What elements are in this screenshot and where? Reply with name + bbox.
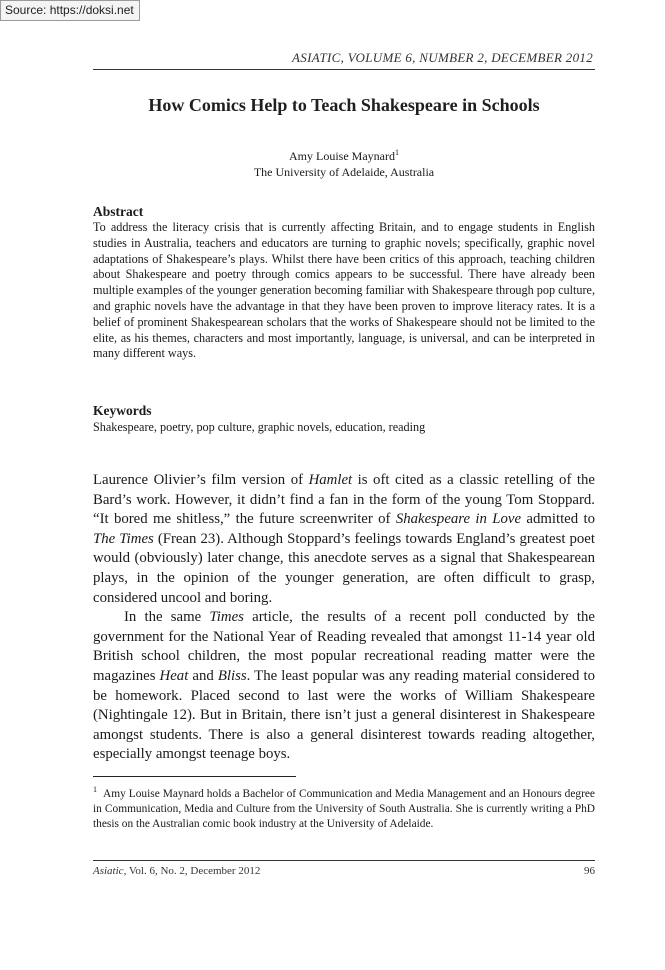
author-affiliation: The University of Adelaide, Australia — [253, 165, 435, 179]
text-run: In the same — [124, 609, 210, 626]
italic-title: Times — [209, 609, 244, 626]
italic-title: Bliss — [217, 667, 247, 684]
text-run: . The least popular was any reading material considered to be homework. Placed second to last were the works of William Shakespeare (Nightingale 12). But in Britain, there isn’t just a general disinterest in Shakespeare amongst students. There is also a general disinterest towards reading altogether, especially amongst teenage boys. — [93, 667, 595, 763]
header-rule — [93, 69, 595, 70]
source-banner: Source: https://doksi.net — [0, 0, 140, 21]
text-run: and — [188, 667, 218, 684]
footer-rule — [93, 860, 595, 861]
text-run: admitted to — [521, 511, 596, 528]
text-run: article, the results of a recent poll conducted by the government for the National Year of Reading revealed that amongst 11-14 year old British school children, the most popular recreational reading matter were the magazines — [93, 609, 595, 684]
author-footnote-mark: 1 — [394, 148, 399, 157]
italic-title: The Times — [93, 530, 154, 547]
footnote-rule — [93, 776, 296, 777]
text-run: is oft cited as a classic retelling of the Bard’s work. However, it didn’t find a fan in the form of the young Tom Stoppard. “It bored me shitless,” the future screenwriter of — [93, 472, 595, 528]
text-run: Laurence Olivier’s film version of — [93, 472, 309, 488]
footer-citation — [93, 865, 260, 877]
body-text — [93, 471, 595, 765]
italic-title: Hamlet — [308, 472, 353, 488]
page-footer — [93, 865, 595, 877]
text-run: (Frean 23). Although Stoppard’s feelings towards England’s greatest poet would (obviously) later change, this anecdote serves as a signal that Shakespearean plays, in the opinion of the younger generation, are often difficult to grasp, considered uncool and boring. — [93, 530, 595, 606]
page-number: 96 — [584, 865, 595, 877]
author-line — [93, 145, 595, 164]
keywords-text: Shakespeare, poetry, pop culture, graphic novels, education, reading — [93, 420, 426, 434]
footnote-text: Amy Louise Maynard holds a Bachelor of Communication and Media Management and an Honours degree in Communication, Media and Culture from the University of South Australia. She is currently writing a PhD thesis on the Australian comic book industry at the University of Adelaide. — [93, 787, 595, 830]
running-head: ASIATIC, VOLUME 6, NUMBER 2, DECEMBER 2012 — [292, 50, 593, 65]
abstract-heading: Abstract — [93, 204, 144, 219]
abstract-section — [93, 204, 595, 362]
italic-title: Shakespeare in Love — [395, 511, 522, 528]
italic-title: Heat — [159, 667, 189, 684]
footnote — [93, 782, 595, 832]
author-block — [93, 145, 595, 180]
footer-details: , Vol. 6, No. 2, December 2012 — [123, 865, 261, 877]
footer-journal: Asiatic — [93, 865, 124, 877]
paper-title: How Comics Help to Teach Shakespeare in Schools — [148, 95, 540, 115]
keywords-heading: Keywords — [93, 403, 152, 418]
body-paragraph-1 — [93, 471, 595, 608]
author-name: Amy Louise Maynard — [289, 149, 395, 163]
abstract-text: To address the literacy crisis that is currently affecting Britain, and to engage students in English studies in Australia, teachers and educators are turning to graphic novels; specifically, graphic novel adaptations of Shakespeare’s plays. Whilst there have been critics of this approach, teaching children about Shakespeare and poetry through comics appears to be successful. There have already been multiple examples of the younger generation becoming familiar with Shakespeare through pop culture, and graphic novels have the advantage in that they have been proven to improve literacy rates. It is a belief of prominent Shakespearean scholars that the works of Shakespeare should not be limited to the elite, as his themes, characters and most importantly, language, is universal, and can be interpreted in many different ways. — [93, 220, 595, 361]
keywords-section — [93, 403, 595, 435]
footnote-mark: 1 — [93, 785, 97, 794]
body-paragraph-2 — [93, 608, 595, 765]
